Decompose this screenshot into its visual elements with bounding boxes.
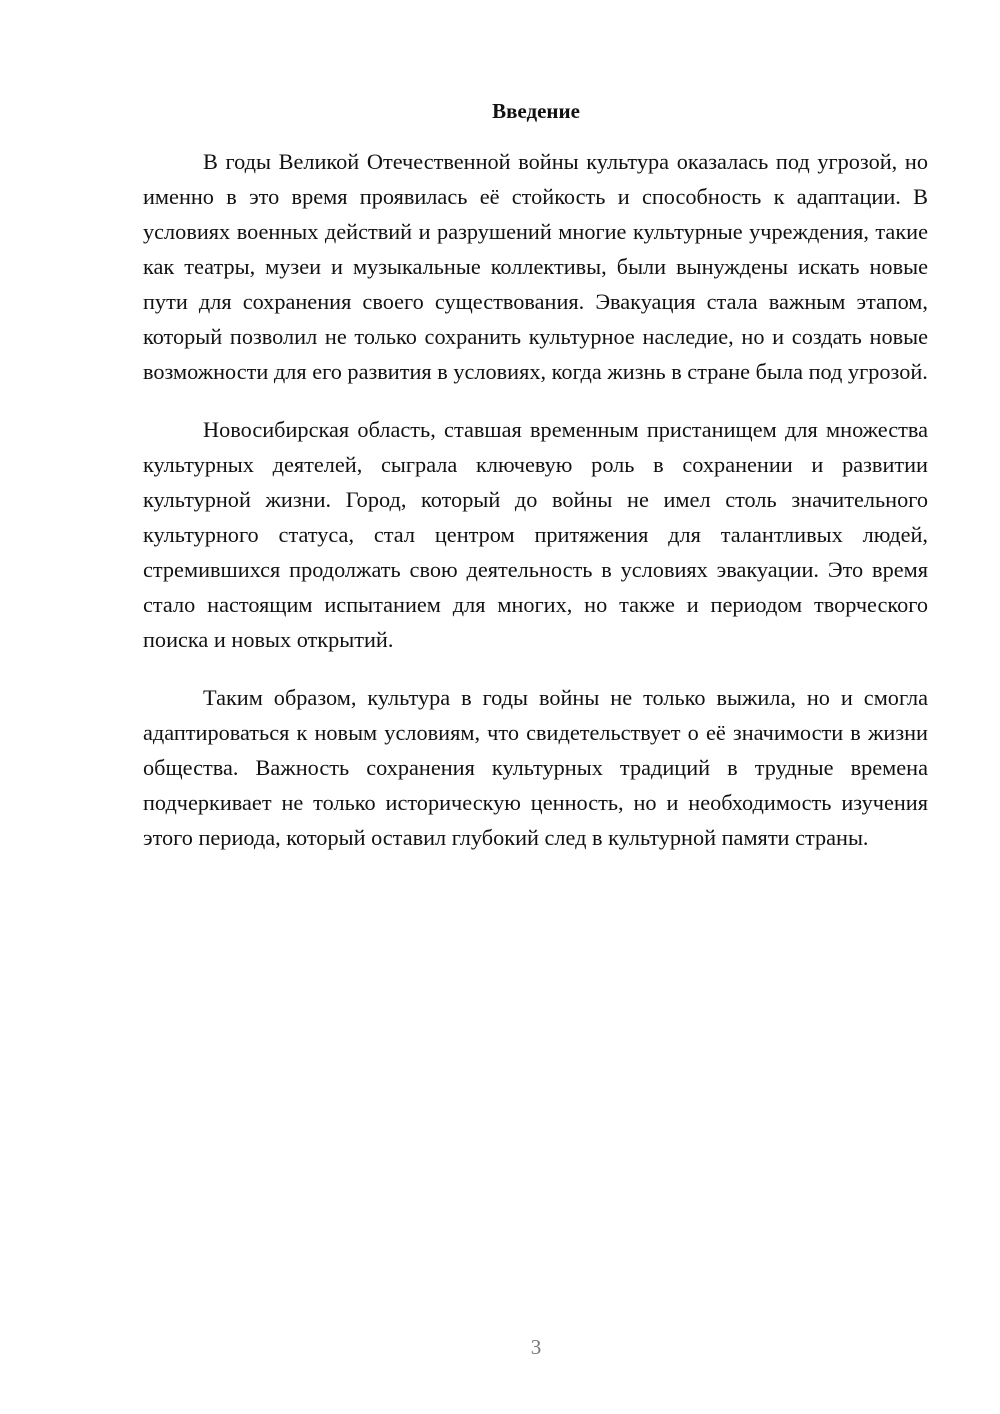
paragraph-2: Новосибирская область, ставшая временным пристанищем для множества культурных деятелей, сыграла ключевую роль в сохранении и развитии культурной жизни. Город, который до войны не имел столь значительного культурного статуса, стал центром притяжения для талантливых людей, стремившихся продолжать свою деятельность в условиях эвакуации. Это время стало настоящим испытанием для многих, но также и периодом творческого поиска и новых открытий. <box>143 417 928 652</box>
section-title: Введение <box>492 99 580 123</box>
page-number: 3 <box>530 1335 542 1359</box>
paragraph-3: Таким образом, культура в годы войны не только выжила, но и смогла адаптироваться к новым условиям, что свидетельствует о её значимости в жизни общества. Важность сохранения культурных традиций в трудные времена подчеркивает не только историческую ценность, но и необходимость изучения этого периода, который оставил глубокий след в культурной памяти страны. <box>143 685 928 850</box>
paragraph-1: В годы Великой Отечественной войны культура оказалась под угрозой, но именно в это время проявилась её стойкость и способность к адаптации. В условиях военных действий и разрушений многие культурные учреждения, такие как театры, музеи и музыкальные коллективы, были вынуждены искать новые пути для сохранения своего существования. Эвакуация стала важным этапом, который позволил не только сохранить культурное наследие, но и создать новые возможности для его развития в условиях, когда жизнь в стране была под угрозой. <box>143 149 928 384</box>
section-body <box>143 144 928 878</box>
